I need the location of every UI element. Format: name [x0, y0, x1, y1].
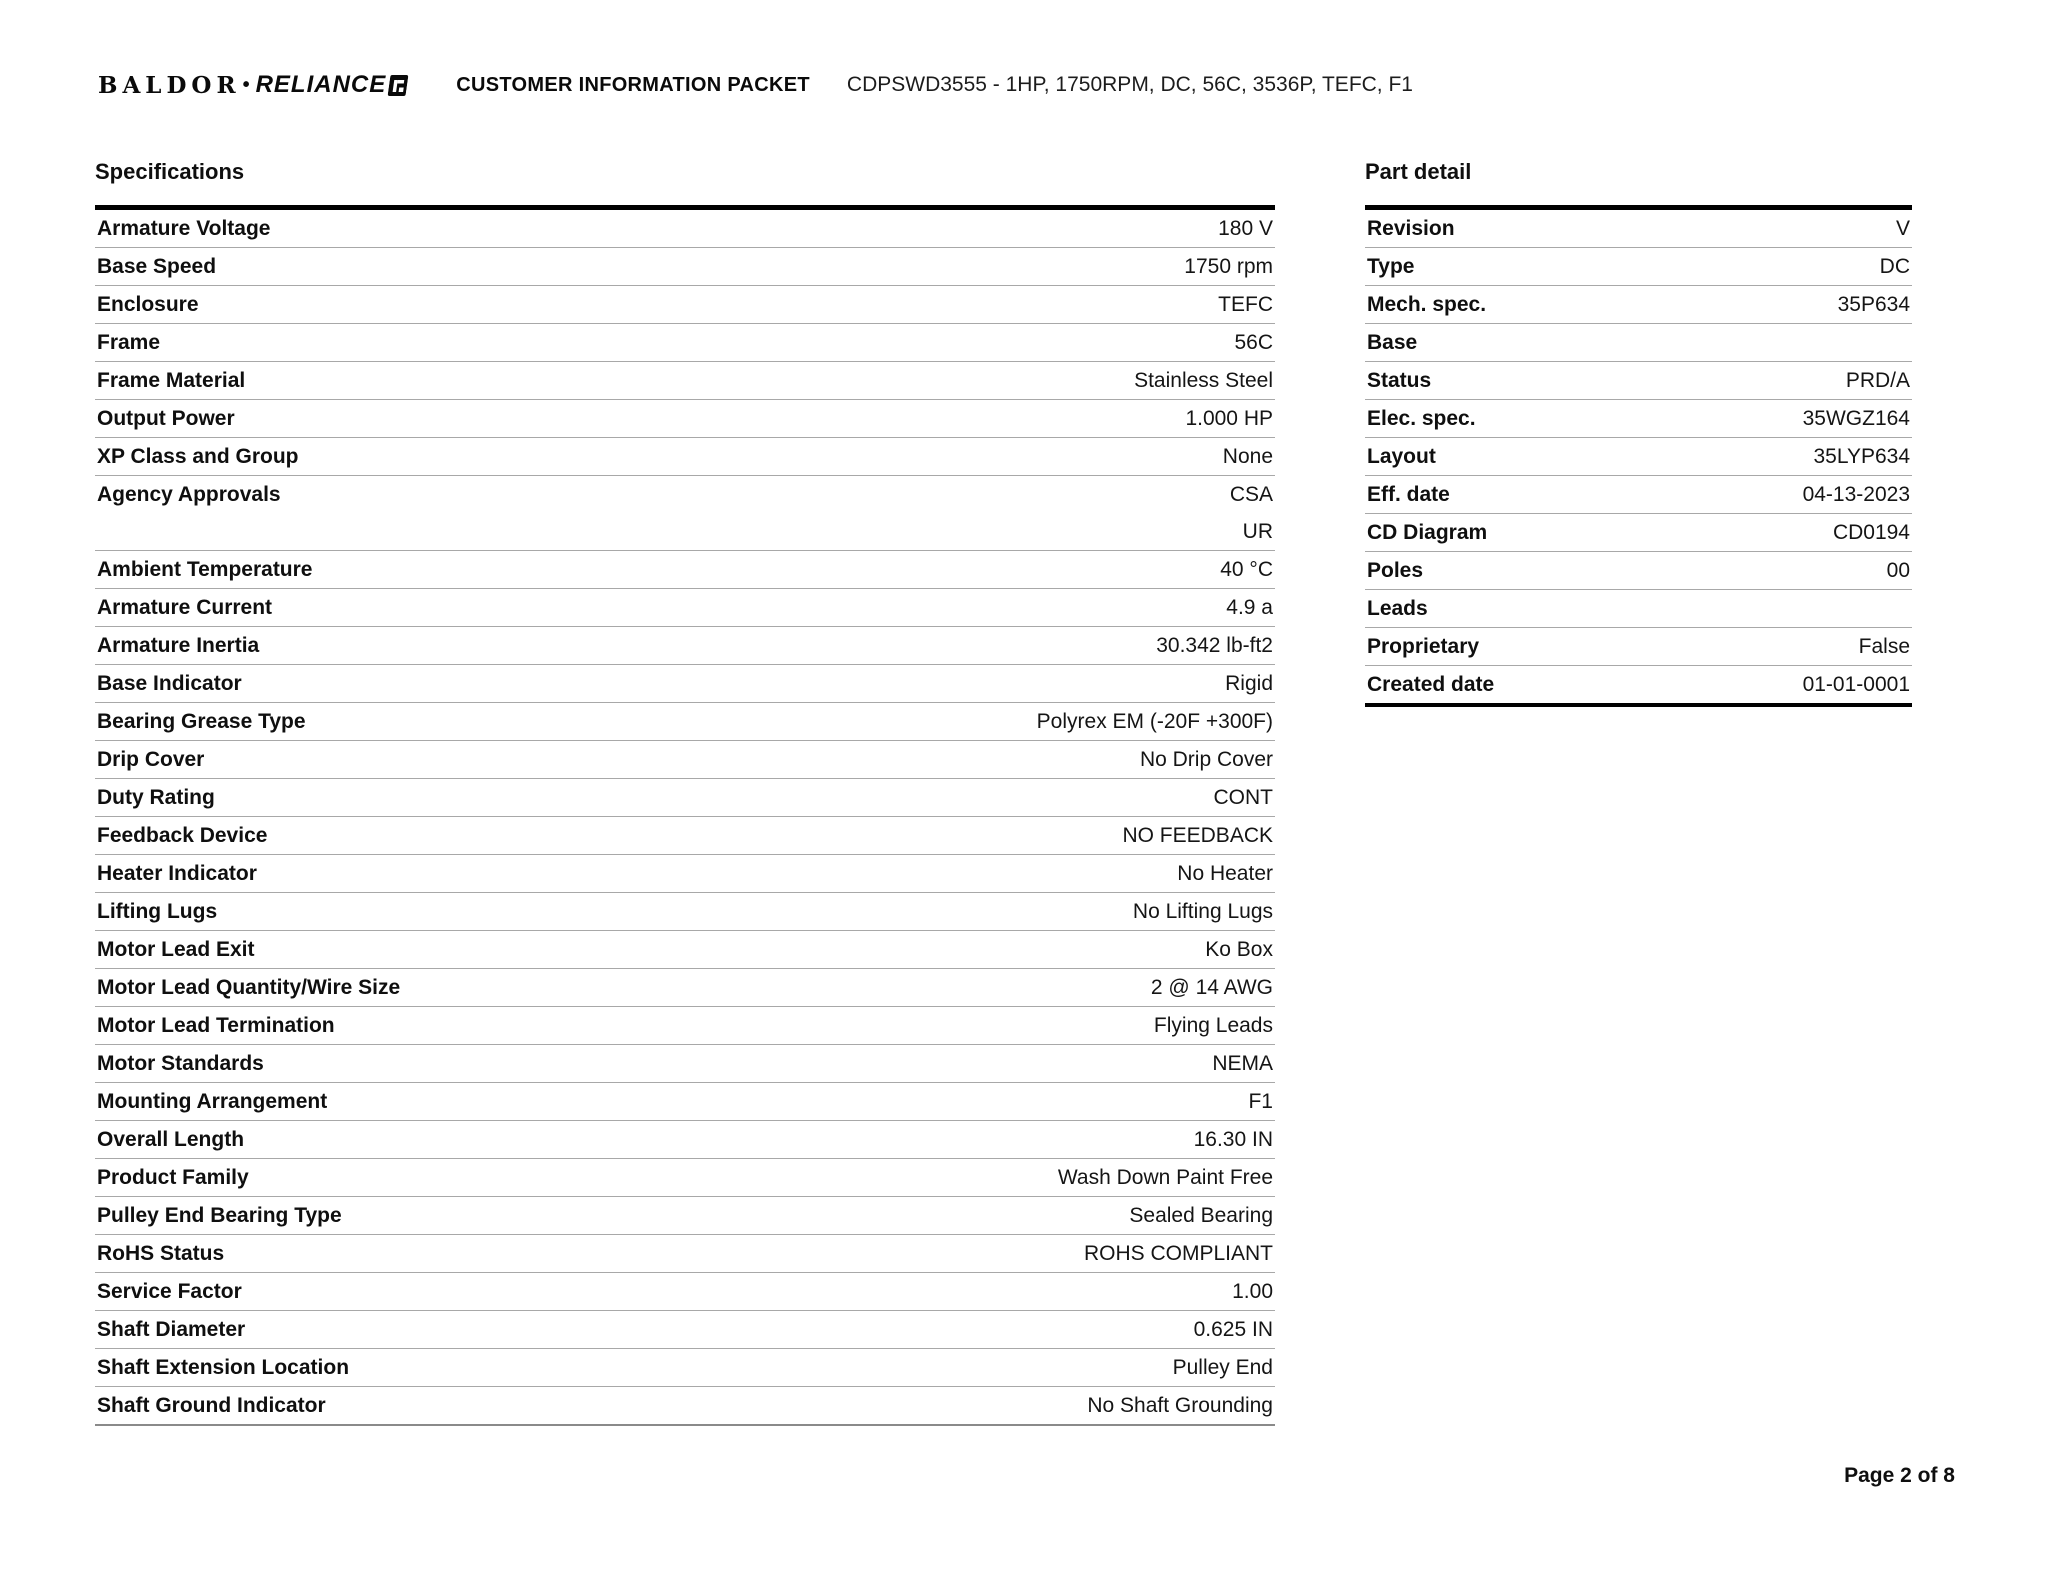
- spec-row: [95, 741, 1275, 779]
- row-label: Enclosure: [97, 292, 199, 316]
- row-value: No Shaft Grounding: [1087, 1393, 1273, 1417]
- row-label: Armature Inertia: [97, 633, 260, 657]
- row-value: NEMA: [1212, 1051, 1273, 1075]
- part-row: [1365, 248, 1912, 286]
- row-value: CD0194: [1832, 520, 1910, 544]
- row-value: None: [1222, 444, 1273, 468]
- row-label: Motor Lead Quantity/Wire Size: [97, 975, 401, 999]
- row-label: Bearing Grease Type: [97, 709, 306, 733]
- row-value: No Drip Cover: [1139, 747, 1273, 771]
- row-value: ROHS COMPLIANT: [1083, 1241, 1273, 1265]
- spec-row: [95, 703, 1275, 741]
- row-value: CSA: [1229, 482, 1273, 506]
- spec-row: [95, 779, 1275, 817]
- spec-row: [95, 286, 1275, 324]
- row-label: Drip Cover: [97, 747, 205, 771]
- spec-row: [95, 1007, 1275, 1045]
- spec-row: [95, 1197, 1275, 1235]
- spec-row: [95, 551, 1275, 589]
- row-value: 40 °C: [1220, 557, 1273, 581]
- row-label: Heater Indicator: [97, 861, 257, 885]
- row-value: Polyrex EM (-20F +300F): [1036, 709, 1273, 733]
- row-value: DC: [1879, 254, 1910, 278]
- row-label: XP Class and Group: [97, 444, 299, 468]
- row-label: Base: [1367, 330, 1418, 354]
- row-value: 00: [1886, 558, 1910, 582]
- row-value: PRD/A: [1845, 368, 1910, 392]
- row-value: 30.342 lb-ft2: [1156, 633, 1273, 657]
- row-value: F1: [1248, 1089, 1273, 1113]
- row-label: Agency Approvals: [97, 482, 281, 506]
- row-label: CD Diagram: [1367, 520, 1488, 544]
- row-value: 04-13-2023: [1802, 482, 1910, 506]
- product-description: CDPSWD3555 - 1HP, 1750RPM, DC, 56C, 3536P, TEFC, F1: [846, 73, 1413, 96]
- spec-row: [95, 1083, 1275, 1121]
- part-row: [1365, 210, 1912, 248]
- row-value: 35LYP634: [1813, 444, 1910, 468]
- spec-row: [95, 1121, 1275, 1159]
- row-label: Feedback Device: [97, 823, 268, 847]
- row-value: 1750 rpm: [1184, 254, 1273, 278]
- spec-row: [95, 1387, 1275, 1424]
- row-value: NO FEEDBACK: [1122, 823, 1273, 847]
- row-label: Poles: [1367, 558, 1424, 582]
- row-value: Ko Box: [1205, 937, 1273, 961]
- row-value: Sealed Bearing: [1129, 1203, 1273, 1227]
- part-row: [1365, 476, 1912, 514]
- spec-row: [95, 817, 1275, 855]
- row-value: Flying Leads: [1153, 1013, 1273, 1037]
- part-row: [1365, 324, 1912, 362]
- spec-row: [95, 1045, 1275, 1083]
- part-row: [1365, 666, 1912, 703]
- logo-separator-dot: •: [242, 73, 250, 96]
- row-label: Ambient Temperature: [97, 557, 313, 581]
- part-row: [1365, 628, 1912, 666]
- spec-row: [95, 476, 1275, 513]
- spec-row: [95, 324, 1275, 362]
- spec-row: [95, 893, 1275, 931]
- row-label: Shaft Ground Indicator: [97, 1393, 326, 1417]
- reliance-r-mark-icon: [388, 75, 409, 96]
- row-value: Rigid: [1225, 671, 1273, 695]
- spec-row: [95, 438, 1275, 476]
- row-label: Mech. spec.: [1367, 292, 1487, 316]
- row-label: Mounting Arrangement: [97, 1089, 328, 1113]
- page-number: Page 2 of 8: [1844, 1464, 1955, 1487]
- part-row: [1365, 514, 1912, 552]
- specifications-rows: [95, 210, 1275, 1424]
- spec-row: [95, 589, 1275, 627]
- part-detail-table: [1365, 205, 1912, 707]
- spec-row: [95, 1235, 1275, 1273]
- row-value: 2 @ 14 AWG: [1150, 975, 1273, 999]
- row-label: Pulley End Bearing Type: [97, 1203, 342, 1227]
- part-row: [1365, 438, 1912, 476]
- spec-row: [95, 627, 1275, 665]
- row-label: Base Speed: [97, 254, 217, 278]
- row-label: Elec. spec.: [1367, 406, 1476, 430]
- row-label: Motor Lead Termination: [97, 1013, 335, 1037]
- part-detail-heading: Part detail: [1365, 159, 1472, 184]
- row-label: Shaft Extension Location: [97, 1355, 350, 1379]
- page-header: [98, 68, 1413, 102]
- spec-row: [95, 1159, 1275, 1197]
- row-value: V: [1895, 216, 1910, 240]
- row-label: Output Power: [97, 406, 235, 430]
- row-value: No Lifting Lugs: [1132, 899, 1273, 923]
- row-label: Motor Lead Exit: [97, 937, 255, 961]
- part-row: [1365, 552, 1912, 590]
- baldor-reliance-logo: [98, 71, 407, 99]
- row-value: No Heater: [1177, 861, 1273, 885]
- row-label: Overall Length: [97, 1127, 245, 1151]
- row-label: Eff. date: [1367, 482, 1450, 506]
- document-title: CUSTOMER INFORMATION PACKET: [456, 73, 810, 96]
- row-label: Base Indicator: [97, 671, 242, 695]
- row-label: Product Family: [97, 1165, 249, 1189]
- row-label: RoHS Status: [97, 1241, 225, 1265]
- row-value: 1.000 HP: [1185, 406, 1273, 430]
- row-value: 35WGZ164: [1802, 406, 1910, 430]
- row-value: TEFC: [1218, 292, 1273, 316]
- row-label: Duty Rating: [97, 785, 215, 809]
- row-label: Leads: [1367, 596, 1428, 620]
- part-row: [1365, 590, 1912, 628]
- spec-row: [95, 400, 1275, 438]
- part-detail-rows: [1365, 210, 1912, 703]
- spec-row: [95, 362, 1275, 400]
- specifications-table: [95, 205, 1275, 1426]
- row-value: 4.9 a: [1226, 595, 1273, 619]
- spec-row: [95, 513, 1275, 551]
- part-row: [1365, 400, 1912, 438]
- row-label: Proprietary: [1367, 634, 1480, 658]
- row-value: UR: [1242, 519, 1273, 543]
- row-label: Frame Material: [97, 368, 246, 392]
- spec-row: [95, 248, 1275, 286]
- row-value: 01-01-0001: [1802, 672, 1910, 696]
- row-value: 1.00: [1232, 1279, 1273, 1303]
- spec-row: [95, 1349, 1275, 1387]
- spec-row: [95, 665, 1275, 703]
- row-label: Created date: [1367, 672, 1495, 696]
- row-label: Type: [1367, 254, 1415, 278]
- part-row: [1365, 362, 1912, 400]
- row-label: Armature Current: [97, 595, 273, 619]
- row-value: 35P634: [1837, 292, 1910, 316]
- spec-row: [95, 969, 1275, 1007]
- part-row: [1365, 286, 1912, 324]
- logo-reliance-text: RELIANCE: [255, 71, 387, 98]
- row-value: Wash Down Paint Free: [1057, 1165, 1273, 1189]
- row-label: Service Factor: [97, 1279, 242, 1303]
- row-value: 56C: [1234, 330, 1273, 354]
- row-label: Shaft Diameter: [97, 1317, 246, 1341]
- row-value: 16.30 IN: [1193, 1127, 1273, 1151]
- row-label: Revision: [1367, 216, 1455, 240]
- row-label: Frame: [97, 330, 161, 354]
- row-label: Lifting Lugs: [97, 899, 218, 923]
- spec-row: [95, 931, 1275, 969]
- specifications-heading: Specifications: [95, 159, 245, 184]
- spec-row: [95, 1273, 1275, 1311]
- row-label: Armature Voltage: [97, 216, 271, 240]
- row-value: 180 V: [1218, 216, 1273, 240]
- spec-row: [95, 210, 1275, 248]
- row-value: Pulley End: [1172, 1355, 1273, 1379]
- spec-row: [95, 855, 1275, 893]
- row-label: Status: [1367, 368, 1432, 392]
- row-label: Layout: [1367, 444, 1436, 468]
- row-value: Stainless Steel: [1134, 368, 1273, 392]
- row-value: CONT: [1213, 785, 1273, 809]
- logo-baldor-text: BALDOR: [98, 71, 241, 99]
- row-value: 0.625 IN: [1193, 1317, 1273, 1341]
- row-value: False: [1858, 634, 1910, 658]
- row-label: Motor Standards: [97, 1051, 264, 1075]
- spec-row: [95, 1311, 1275, 1349]
